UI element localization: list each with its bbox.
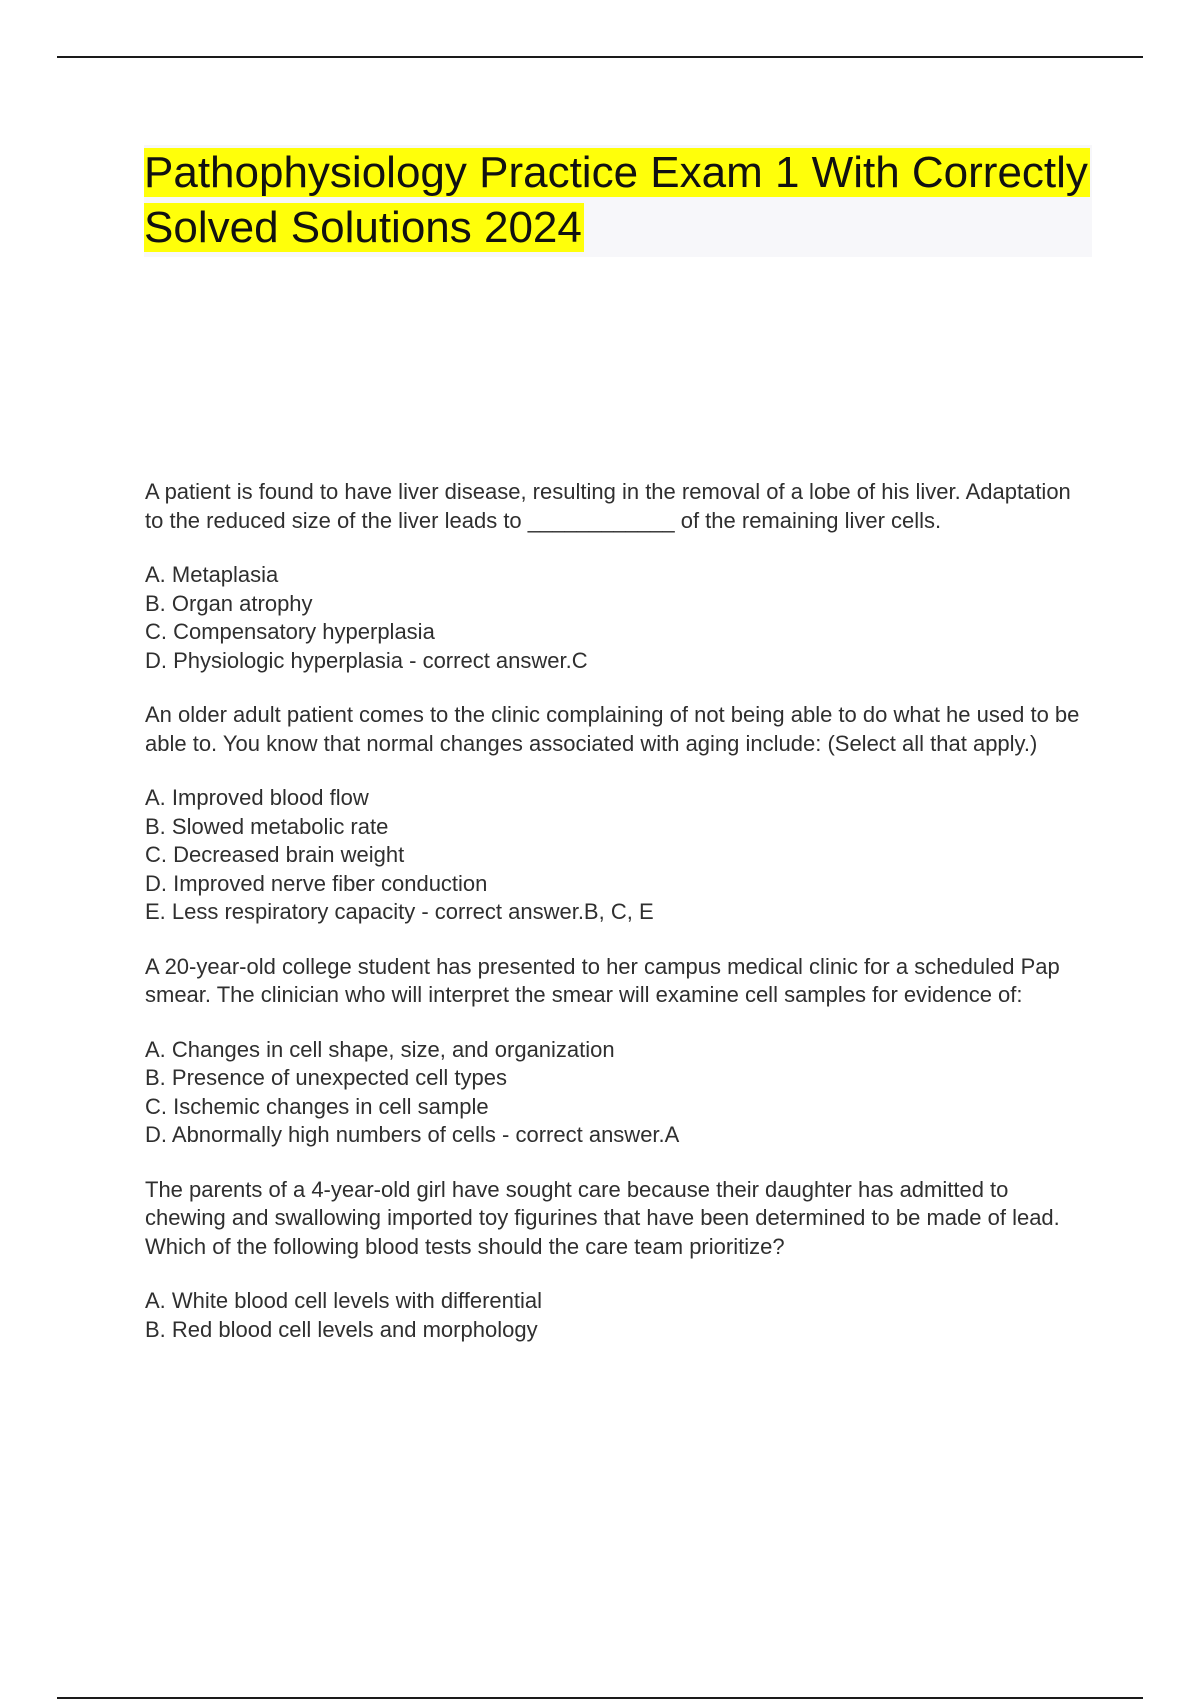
- answer-option: A. Changes in cell shape, size, and organization: [145, 1036, 615, 1062]
- title-highlight: Pathophysiology Practice Exam 1 With Correctly Solved Solutions 2024: [144, 148, 1088, 252]
- answer-option: A. Improved blood flow: [145, 785, 369, 810]
- answer-option: E. Less respiratory capacity - correct answer.B, C, E: [145, 899, 654, 924]
- top-rule: [57, 56, 1143, 58]
- bottom-rule: [57, 1697, 1143, 1699]
- answer-option: A. Metaplasia: [145, 562, 279, 587]
- question-stem: An older adult patient comes to the clinic complaining of not being able to do what he used to be able to. You know that normal changes associated with aging include: (Select all that apply.): [145, 702, 1080, 756]
- document-body: [145, 478, 1080, 1370]
- answer-option: B. Organ atrophy: [145, 590, 313, 616]
- question-2: [145, 701, 1080, 927]
- answer-option: B. Slowed metabolic rate: [145, 813, 389, 839]
- document-title: [144, 145, 1092, 255]
- answer-option: D. Physiologic hyperplasia - correct answer.C: [145, 647, 588, 673]
- question-1: [145, 478, 1080, 675]
- answer-option: B. Presence of unexpected cell types: [145, 1065, 507, 1090]
- answer-option: C. Compensatory hyperplasia: [145, 619, 435, 644]
- answer-option: A. White blood cell levels with differential: [145, 1288, 543, 1313]
- question-stem: The parents of a 4-year-old girl have sought care because their daughter has admitted to chewing and swallowing imported toy figurines that have been determined to be made of lead. Which of the following blood tests should the care team prioritize?: [145, 1176, 1060, 1259]
- answer-option: D. Abnormally high numbers of cells - correct answer.A: [145, 1122, 680, 1147]
- answer-option: C. Ischemic changes in cell sample: [145, 1093, 489, 1119]
- answer-option: C. Decreased brain weight: [145, 842, 405, 867]
- title-block: [144, 145, 1092, 257]
- answer-option: D. Improved nerve fiber conduction: [145, 870, 488, 896]
- question-4: [145, 1176, 1080, 1345]
- answer-option: B. Red blood cell levels and morphology: [145, 1316, 538, 1342]
- question-stem: A patient is found to have liver disease, resulting in the removal of a lobe of his liver. Adaptation to the reduced size of the liver leads to ____________ of the remaining liver cells.: [145, 479, 1071, 533]
- question-3: [145, 953, 1080, 1150]
- question-stem: A 20-year-old college student has presented to her campus medical clinic for a scheduled Pap smear. The clinician who will interpret the smear will examine cell samples for evidence of:: [145, 953, 1060, 1007]
